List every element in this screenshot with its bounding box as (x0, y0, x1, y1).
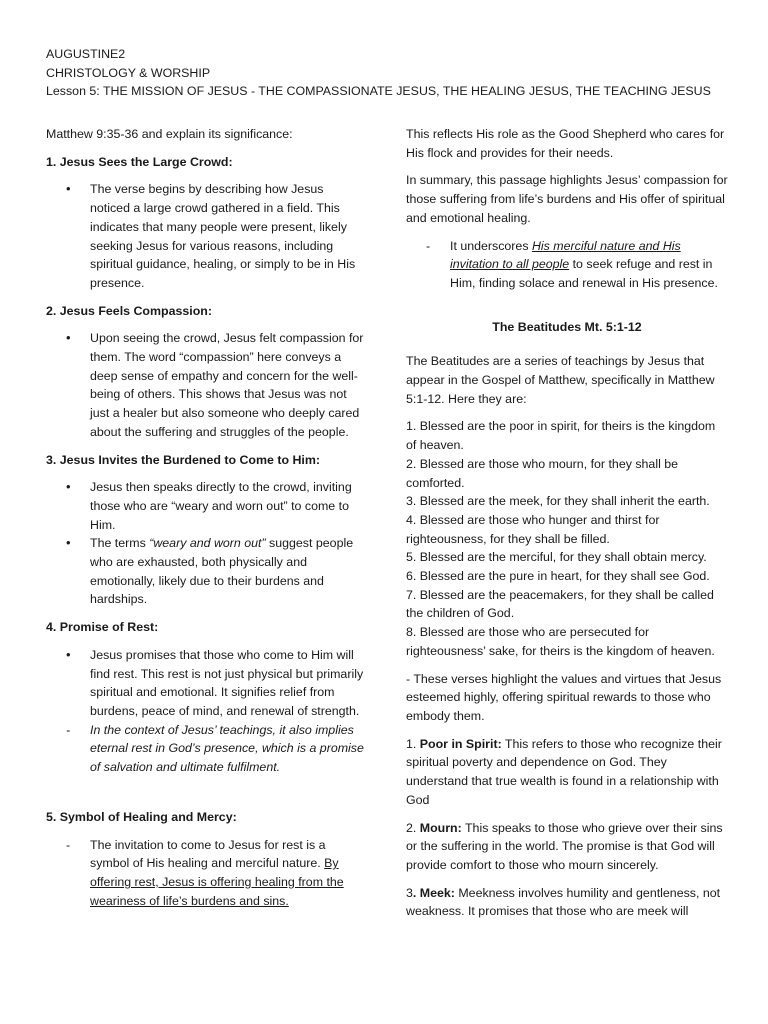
beatitude-item: 5. Blessed are the merciful, for they shall obtain mercy. (406, 550, 707, 565)
beatitude-item: 2. Blessed are those who mourn, for they shall be comforted. (406, 456, 679, 490)
item-text: This speaks to those who grieve over their sins or the suffering in the world. The promise is that God will provide comfort to those who mourn sincerely. (406, 820, 723, 872)
section-4-heading: 4. Promise of Rest: (46, 620, 159, 635)
beatitude-item: 4. Blessed are those who hunger and thirst for righteousness, for they shall be filled. (406, 512, 660, 546)
item-term: . Meek: (412, 885, 455, 900)
section-4-dash-item: - In the context of Jesus’ teachings, it also implies eternal rest in God’s presence, which is a promise of salvation and ultimate fulfilment. (46, 721, 364, 777)
summary-list (406, 237, 728, 293)
beatitude-item: 7. Blessed are the peacemakers, for they shall be called the children of God. (406, 587, 714, 621)
section-1-list (46, 180, 364, 292)
course-code: AUGUSTINE2 (46, 47, 126, 61)
item-number: 2. (406, 820, 420, 835)
dash-text: to seek refuge and rest in Him, finding solace and renewal in His presence. (450, 257, 718, 290)
explanation-meek (406, 884, 728, 921)
good-shepherd-paragraph: This reflects His role as the Good Shepherd who cares for His flock and provides for their needs. (406, 127, 725, 160)
left-column (46, 125, 364, 919)
section-5-heading: 5. Symbol of Healing and Mercy: (46, 809, 237, 824)
dash-text: It underscores (450, 238, 532, 253)
section-5-dash-item (46, 836, 364, 911)
highlight-paragraph: - These verses highlight the values and virtues that Jesus esteemed highly, offering spiritual rewards to those who embody them. (406, 671, 722, 723)
summary-dash-item (406, 237, 728, 293)
section-2-bullet: • Upon seeing the crowd, Jesus felt compassion for them. The word “compassion” here conveys a deep sense of empathy and concern for the well-being of others. This shows that Jesus was not just a healer but also someone who deeply cared about the suffering and struggles of the people. (46, 329, 364, 441)
beatitudes-title: The Beatitudes Mt. 5:1-12 (492, 319, 642, 334)
section-2-list (46, 329, 364, 441)
item-text: Meekness involves humility and gentleness, not weakness. It promises that those who are meek will (406, 885, 721, 919)
item-term: Mourn: (419, 820, 462, 835)
right-column (406, 125, 728, 930)
section-5-list (46, 836, 364, 911)
section-3-bullet-2 (46, 534, 364, 609)
beatitudes-list (406, 417, 728, 660)
beatitude-item: 6. Blessed are the pure in heart, for they shall see God. (406, 569, 710, 584)
item-text: This refers to those who recognize their spiritual poverty and dependence on God. They understand that true wealth is found in a relationship with God (406, 736, 722, 807)
beatitude-item: 8. Blessed are those who are persecuted for righteousness’ sake, for theirs is the kingdom of heaven. (406, 625, 715, 658)
bullet-text: The terms (90, 536, 150, 551)
spacer (46, 786, 364, 808)
beatitude-item: 1. Blessed are the poor in spirit, for theirs is the kingdom of heaven. (406, 419, 716, 453)
section-3-bullet-1: • Jesus then speaks directly to the crowd, inviting those who are “weary and worn out” to come to Him. (46, 478, 364, 534)
italic-quote: “weary and worn out” (149, 536, 266, 551)
item-number: 3 (406, 885, 413, 900)
bullet-text: suggest people who are exhausted, both physically and emotionally, likely due to their burdens and hardships. (90, 536, 354, 607)
document-header (46, 45, 736, 101)
explanation-poor-in-spirit (406, 735, 728, 810)
dash-text: The invitation to come to Jesus for rest is a symbol of His healing and merciful nature. (90, 837, 326, 871)
underlined-italic-text: His merciful nature and His invitation to all people (450, 238, 681, 272)
section-1-heading: 1. Jesus Sees the Large Crowd: (46, 154, 233, 169)
intro-text: Matthew 9:35-36 and explain its significance: (46, 127, 293, 141)
course-title: CHRISTOLOGY & WORSHIP (46, 65, 211, 80)
summary-paragraph: In summary, this passage highlights Jesus’ compassion for those suffering from life’s burdens and His offer of spiritual and emotional healing. (406, 173, 728, 225)
item-number: 1. (406, 736, 420, 751)
lesson-title: Lesson 5: THE MISSION OF JESUS - THE COMPASSIONATE JESUS, THE HEALING JESUS, THE TEACHING JESUS (46, 84, 711, 99)
beatitudes-intro: The Beatitudes are a series of teachings by Jesus that appear in the Gospel of Matthew, specifically in Matthew 5:1-12. Here they are: (406, 354, 715, 406)
section-3-heading: 3. Jesus Invites the Burdened to Come to Him: (46, 452, 321, 467)
section-4-bullet: • Jesus promises that those who come to Him will find rest. This rest is not just physical but primarily spiritual and emotional. It signifies relief from burdens, peace of mind, and renewal of strength. (46, 646, 364, 721)
item-term: Poor in Spirit: (419, 736, 502, 751)
beatitude-item: 3. Blessed are the meek, for they shall inherit the earth. (406, 494, 710, 509)
underlined-text: By offering rest, Jesus is offering healing from the weariness of life’s burdens and sins. (90, 856, 344, 908)
section-4-list (46, 646, 364, 777)
section-1-bullet: • The verse begins by describing how Jesus noticed a large crowd gathered in a field. This indicates that many people were present, likely seeking Jesus for various reasons, including spiritual guidance, healing, or simply to be in His presence. (46, 180, 364, 292)
explanation-mourn (406, 819, 728, 875)
section-3-list (46, 478, 364, 609)
section-2-heading: 2. Jesus Feels Compassion: (46, 303, 212, 318)
